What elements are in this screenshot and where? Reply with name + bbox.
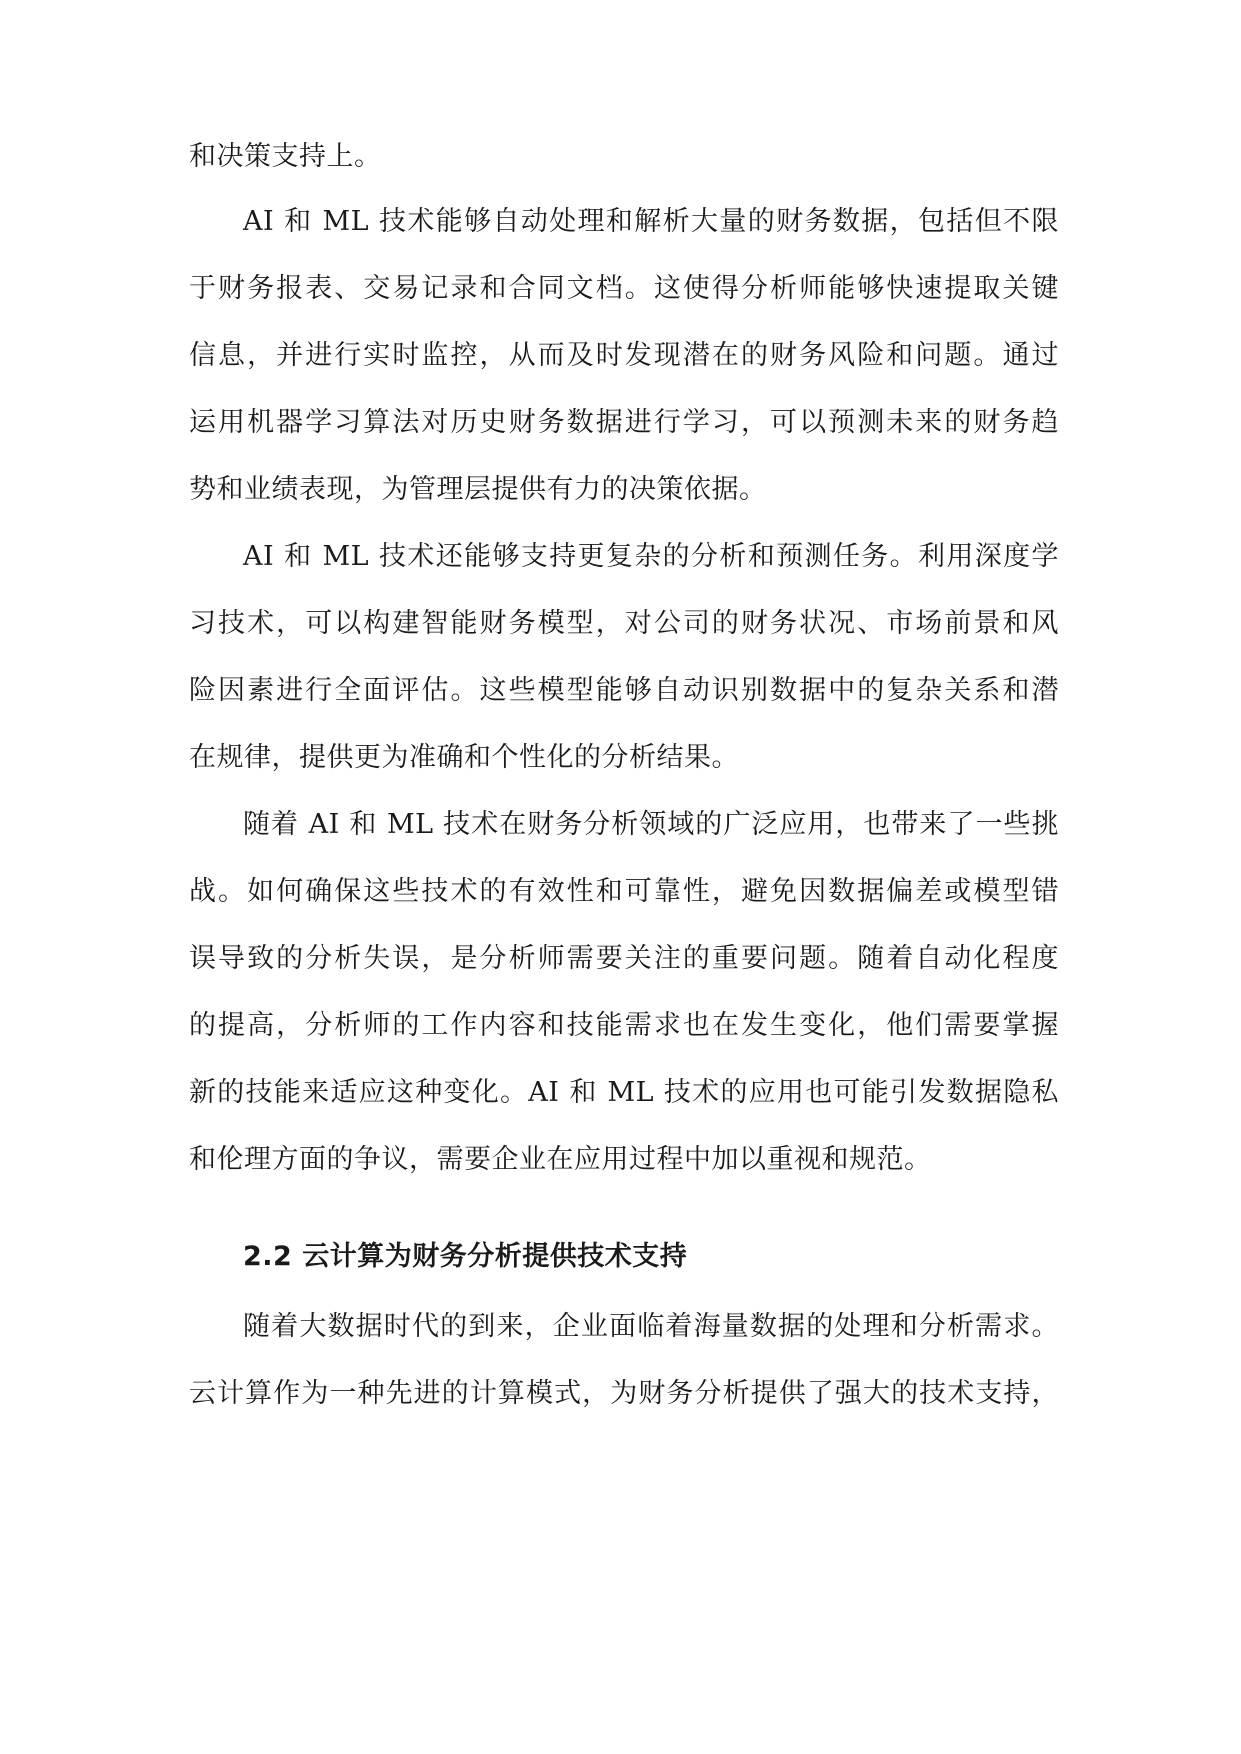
text-line: 和伦理方面的争议，需要企业在应用过程中加以重视和规范。 [189,1144,932,1175]
text-line: AI 和 ML 技术还能够支持更复杂的分析和预测任务。利用深度学 [243,541,1059,572]
text-line: 势和业绩表现，为管理层提供有力的决策依据。 [189,474,767,505]
text-line: 随着 AI 和 ML 技术在财务分析领域的广泛应用，也带来了一些挑 [243,809,1059,840]
text-line: 云计算作为一种先进的计算模式，为财务分析提供了强大的技术支持， [189,1378,1059,1409]
text-line: 险因素进行全面评估。这些模型能够自动识别数据中的复杂关系和潜 [189,675,1059,706]
text-line: 新的技能来适应这种变化。AI 和 ML 技术的应用也可能引发数据隐私 [189,1077,1059,1108]
text-line: 于财务报表、交易记录和合同文档。这使得分析师能够快速提取关键 [189,273,1059,304]
text-line: AI 和 ML 技术能够自动处理和解析大量的财务数据，包括但不限 [243,206,1059,237]
text-line: 战。如何确保这些技术的有效性和可靠性，避免因数据偏差或模型错 [189,876,1059,907]
text-line: 和决策支持上。 [189,141,382,172]
text-line: 误导致的分析失误，是分析师需要关注的重要问题。随着自动化程度 [189,943,1059,974]
text-line: 的提高，分析师的工作内容和技能需求也在发生变化，他们需要掌握 [189,1010,1059,1041]
text-line: 随着大数据时代的到来，企业面临着海量数据的处理和分析需求。 [243,1311,1059,1342]
section-heading: 2.2 云计算为财务分析提供技术支持 [243,1241,688,1272]
text-line: 运用机器学习算法对历史财务数据进行学习，可以预测未来的财务趋 [189,407,1059,438]
text-line: 信息，并进行实时监控，从而及时发现潜在的财务风险和问题。通过 [189,340,1059,371]
text-line: 在规律，提供更为准确和个性化的分析结果。 [189,742,739,773]
text-line: 习技术，可以构建智能财务模型，对公司的财务状况、市场前景和风 [189,608,1059,639]
